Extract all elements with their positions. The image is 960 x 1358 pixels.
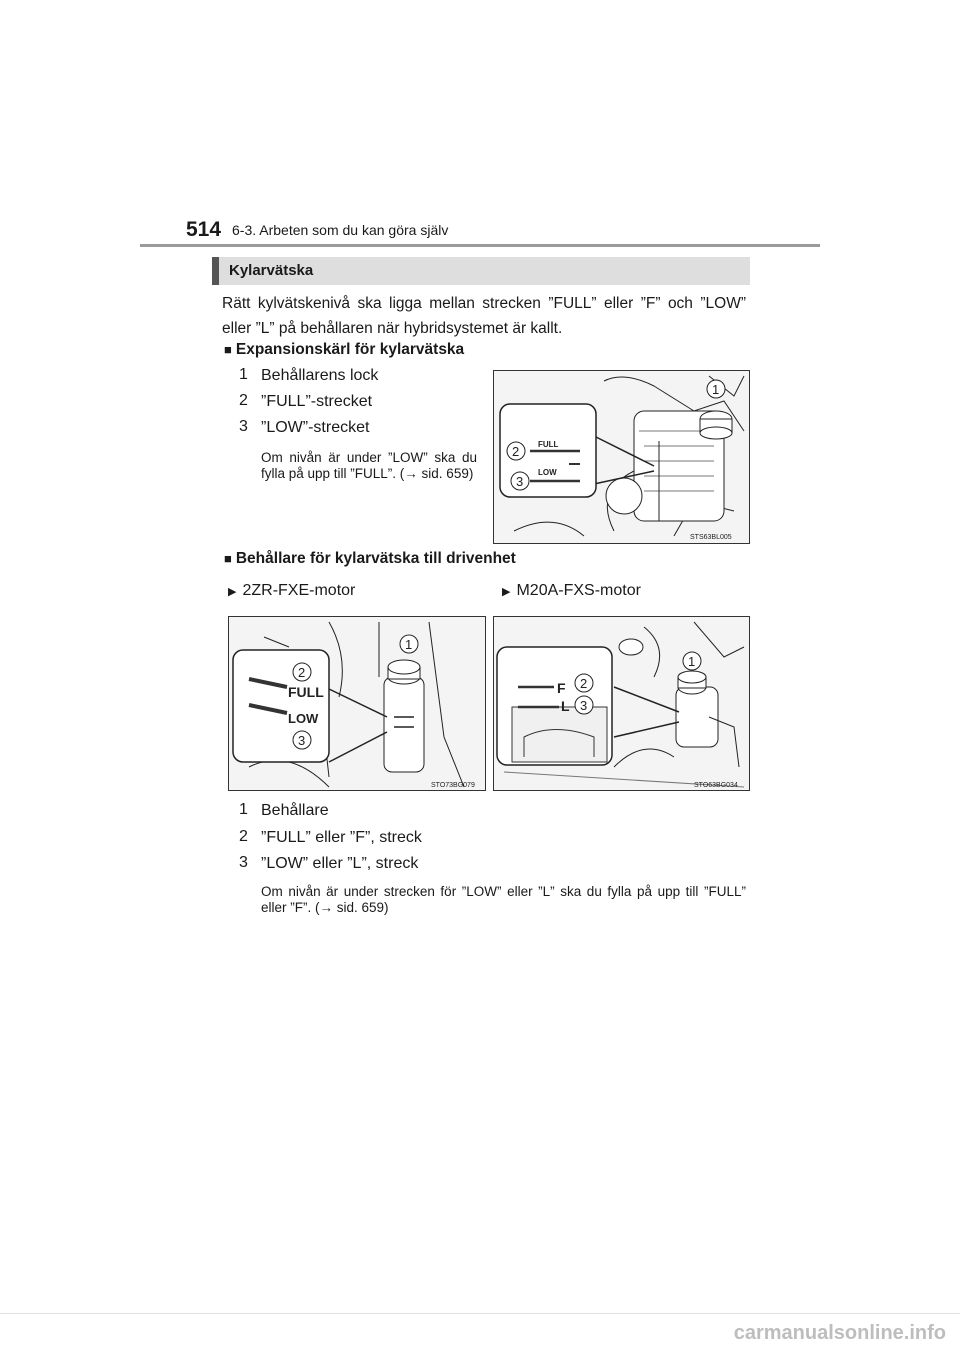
reservoir-m20a-illustration: [494, 617, 749, 790]
callout-number: 2: [239, 392, 248, 409]
drive-unit-heading-text: Behållare för kylarvätska till drivenhet: [235, 550, 516, 567]
low-mark-text: L: [561, 698, 570, 714]
variant-label-m20a: [502, 582, 641, 600]
item-label: ”FULL”-strecket: [261, 393, 373, 410]
expansion-tank-figure: [493, 370, 750, 544]
full-mark-text: FULL: [538, 440, 559, 449]
item-label: Behållarens lock: [261, 367, 379, 384]
variant-label-2zr: [228, 582, 355, 600]
item-label: ”LOW”-strecket: [261, 419, 370, 436]
header-rule: [140, 244, 820, 247]
square-bullet-icon: ■: [224, 551, 232, 566]
callout-number: 3: [239, 854, 248, 871]
triangle-bullet-icon: ▶: [502, 586, 511, 598]
item-label: ”FULL” eller ”F”, streck: [261, 829, 422, 846]
footer-rule: [0, 1313, 960, 1314]
expansion-heading: [224, 341, 464, 359]
low-mark-text: LOW: [538, 468, 557, 477]
figure-callout: 2: [298, 665, 306, 680]
full-mark-text: F: [557, 680, 566, 696]
drive-unit-heading: [224, 550, 516, 568]
full-mark-text: FULL: [288, 684, 324, 700]
expansion-note: Om nivån är under ”LOW” ska du fylla på upp till ”FULL”. (→ sid. 659): [261, 450, 477, 481]
section-path: 6-3. Arbeten som du kan göra själv: [232, 222, 449, 238]
reservoir-m20a-figure: [493, 616, 750, 791]
figure-callout: 3: [580, 698, 588, 713]
figure-callout: 1: [405, 637, 413, 652]
variant-label-text: 2ZR-FXE-motor: [242, 582, 356, 599]
intro-paragraph: Rätt kylvätskenivå ska ligga mellan strecken ”FULL” eller ”F” och ”LOW” eller ”L” på behållaren när hybridsystemet är kallt.: [222, 295, 746, 337]
figure-callout: 1: [712, 382, 720, 397]
variant-label-text: M20A-FXS-motor: [516, 582, 641, 599]
figure-callout: 3: [516, 474, 524, 489]
figure-callout: 2: [580, 676, 588, 691]
figure-callout: 1: [688, 654, 696, 669]
reservoir-2zr-illustration: [229, 617, 485, 790]
callout-number: 3: [239, 418, 248, 435]
watermark[interactable]: carmanualsonline.info: [733, 1322, 946, 1344]
drive-unit-note: Om nivån är under strecken för ”LOW” eller ”L” ska du fylla på upp till ”FULL” eller ”F”. (→ sid. 659): [261, 884, 746, 915]
section-title-bar: [212, 257, 750, 285]
callout-number: 1: [239, 801, 248, 818]
square-bullet-icon: ■: [224, 342, 232, 357]
expansion-tank-illustration: [494, 371, 749, 543]
figure-callout: 3: [298, 733, 306, 748]
figure-code: STO73BG079: [431, 782, 475, 789]
expansion-heading-text: Expansionskärl för kylarvätska: [235, 341, 465, 358]
low-mark-text: LOW: [288, 711, 319, 726]
section-title: Kylarvätska: [229, 262, 314, 279]
figure-code: STO63BG034: [694, 782, 738, 789]
triangle-bullet-icon: ▶: [228, 586, 237, 598]
page-number: 514: [186, 218, 222, 241]
item-label: Behållare: [261, 802, 329, 819]
callout-number: 2: [239, 828, 248, 845]
zoom-inset: [233, 650, 329, 762]
figure-code: STS63BL005: [690, 534, 732, 541]
reservoir-2zr-figure: [228, 616, 486, 791]
figure-callout: 2: [512, 444, 520, 459]
item-label: ”LOW” eller ”L”, streck: [261, 855, 419, 872]
callout-number: 1: [239, 366, 248, 383]
